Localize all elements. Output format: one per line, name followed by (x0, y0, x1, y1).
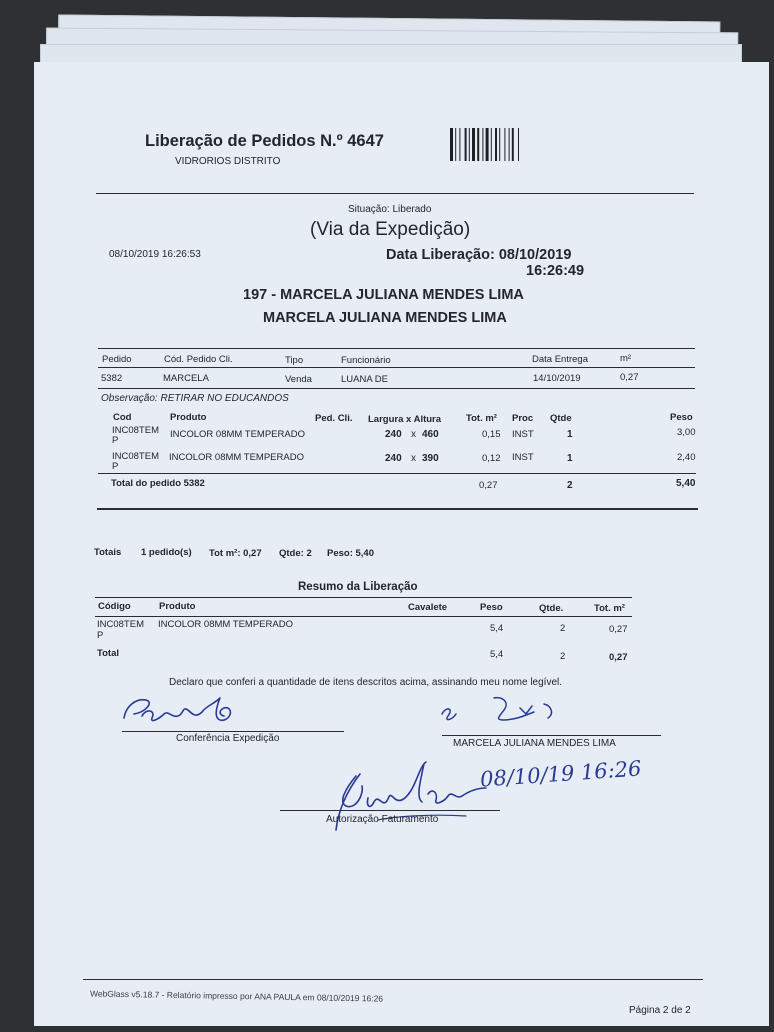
footer-rule (83, 979, 703, 980)
item-proc: INST (512, 452, 534, 463)
resumo-header-produto: Produto (159, 601, 196, 612)
item-peso: 2,40 (677, 452, 696, 463)
col-header-funcionario: Funcionário (341, 355, 391, 366)
conferencia-line (122, 731, 344, 732)
resumo-header-cavalete: Cavalete (408, 602, 448, 613)
autorizacao-line (280, 810, 500, 811)
data-liberacao: Data Liberação: 08/10/2019 (386, 247, 572, 263)
barcode-bar (469, 128, 470, 161)
item-altura: 460 (422, 429, 439, 440)
declaration-text: Declaro que conferi a quantidade de itens descritos acima, assinando meu nome legível. (169, 677, 563, 688)
client-line-2: MARCELA JULIANA MENDES LIMA (263, 310, 507, 326)
items-total-label: Total do pedido 5382 (111, 478, 205, 489)
item-qtde: 1 (567, 429, 573, 440)
resumo-header-rule (95, 616, 632, 617)
resumo-total-tot-m2: 0,27 (609, 652, 628, 663)
item-header-tot-m2: Tot. m² (466, 413, 497, 424)
item-header-larg-alt: Largura x Altura (368, 414, 442, 425)
item-produto: INCOLOR 08MM TEMPERADO (169, 452, 304, 463)
item-cod-suffix: P (112, 461, 119, 472)
item-tot-m2: 0,15 (482, 429, 501, 440)
item-header-peso: Peso (670, 412, 693, 423)
col-header-data-entrega: Data Entrega (532, 354, 588, 365)
conferencia-label: Conferência Expedição (176, 733, 280, 744)
resumo-header-peso: Peso (480, 602, 503, 613)
resumo-total-qtde: 2 (560, 651, 566, 662)
autorizacao-label: Autorização Faturamento (326, 814, 439, 825)
barcode-bar (499, 128, 500, 161)
item-header-proc: Proc (512, 413, 534, 424)
cell-funcionario: LUANA DE (341, 374, 388, 385)
barcode-bar (482, 128, 483, 161)
resumo-header-tot-m2: Tot. m² (594, 603, 625, 614)
col-header-tipo: Tipo (285, 355, 304, 366)
barcode-bar (486, 128, 489, 161)
items-total-peso: 5,40 (676, 478, 696, 489)
item-tot-m2: 0,12 (482, 453, 501, 464)
col-header-m2: m² (620, 353, 632, 364)
barcode-bar (509, 128, 510, 161)
cell-tipo: Venda (285, 374, 312, 385)
item-peso: 3,00 (677, 427, 696, 438)
cell-cod-cli: MARCELA (163, 373, 209, 384)
barcode-bar (472, 128, 475, 161)
item-header-produto: Produto (170, 412, 207, 423)
items-total-tot-m2: 0,27 (479, 480, 498, 491)
resumo-top-rule (95, 597, 632, 598)
handwritten-date: 08/10/19 16:26 (479, 756, 643, 792)
resumo-qtde: 2 (560, 623, 566, 634)
item-cod: INC08TEM (112, 451, 159, 462)
order-table-top-rule (98, 348, 695, 349)
item-x: x (411, 429, 416, 440)
resumo-total-peso: 5,4 (490, 649, 504, 660)
company-name: VIDRORIOS DISTRITO (175, 156, 281, 167)
item-cod: INC08TEM (112, 425, 159, 436)
item-cod-suffix: P (112, 435, 119, 446)
item-largura: 240 (385, 429, 402, 440)
resumo-header-codigo: Código (98, 601, 131, 612)
barcode (450, 128, 532, 161)
barcode-bar (512, 128, 514, 161)
cell-m2: 0,27 (620, 372, 639, 383)
cliente-label: MARCELA JULIANA MENDES LIMA (453, 738, 616, 749)
item-largura: 240 (385, 453, 402, 464)
totais-qtde: Qtde: 2 (279, 548, 312, 559)
totais-pedidos: 1 pedido(s) (141, 547, 192, 558)
cell-data-entrega: 14/10/2019 (533, 373, 581, 384)
autorizacao-signature (316, 758, 506, 842)
situacao-text: Situação: Liberado (348, 204, 432, 215)
items-total-qtde: 2 (567, 480, 573, 491)
totais-label: Totais (94, 547, 122, 558)
resumo-produto: INCOLOR 08MM TEMPERADO (158, 619, 293, 630)
resumo-peso: 5,4 (490, 623, 504, 634)
document-title: Liberação de Pedidos N.º 4647 (145, 132, 384, 150)
barcode-bar (491, 128, 492, 161)
item-produto: INCOLOR 08MM TEMPERADO (170, 429, 305, 440)
item-proc: INST (512, 429, 534, 440)
resumo-total-label: Total (97, 648, 119, 659)
cliente-signature (434, 692, 584, 740)
cell-pedido: 5382 (101, 373, 123, 384)
resumo-header-qtde: Qtde. (539, 603, 564, 614)
item-header-cod: Cod (113, 412, 132, 423)
item-x: x (411, 453, 416, 464)
footer-page: Página 2 de 2 (629, 1005, 691, 1016)
via-title: (Via da Expedição) (310, 219, 471, 240)
barcode-bar (518, 128, 519, 161)
item-altura: 390 (422, 453, 439, 464)
totais-tot-m2: Tot m²: 0,27 (209, 548, 262, 559)
document-page (34, 62, 769, 1026)
totais-peso: Peso: 5,40 (327, 548, 374, 559)
resumo-codigo: INC08TEM (97, 619, 144, 630)
resumo-codigo-suffix: P (97, 630, 104, 641)
barcode-bar (455, 128, 456, 161)
item-header-ped-cli: Ped. Cli. (315, 413, 353, 424)
order-row-rule (98, 388, 695, 389)
order-table-header-rule (98, 367, 695, 368)
items-total-rule (98, 473, 696, 474)
item-header-qtde: Qtde (550, 413, 572, 424)
col-header-pedido: Pedido (102, 354, 132, 365)
resumo-tot-m2: 0,27 (609, 624, 628, 635)
hora-liberacao: 16:26:49 (526, 263, 585, 279)
resumo-title: Resumo da Liberação (298, 581, 418, 593)
client-line-1: 197 - MARCELA JULIANA MENDES LIMA (243, 287, 524, 303)
observacao: Observação: RETIRAR NO EDUCANDOS (101, 393, 289, 404)
barcode-bar (504, 128, 505, 161)
cliente-line (442, 735, 661, 736)
col-header-cod-cli: Cód. Pedido Cli. (164, 354, 233, 365)
item-qtde: 1 (567, 453, 573, 464)
barcode-bar (477, 128, 479, 161)
print-datetime: 08/10/2019 16:26:53 (109, 249, 201, 260)
barcode-bar (465, 128, 467, 161)
barcode-bar (459, 128, 460, 161)
header-divider (96, 193, 694, 194)
barcode-bar (450, 128, 453, 161)
barcode-bar (495, 128, 497, 161)
footer-software: WebGlass v5.18.7 - Relatório impresso por ANA PAULA em 08/10/2019 16:26 (89, 988, 384, 1004)
items-bottom-rule-1 (97, 508, 698, 510)
